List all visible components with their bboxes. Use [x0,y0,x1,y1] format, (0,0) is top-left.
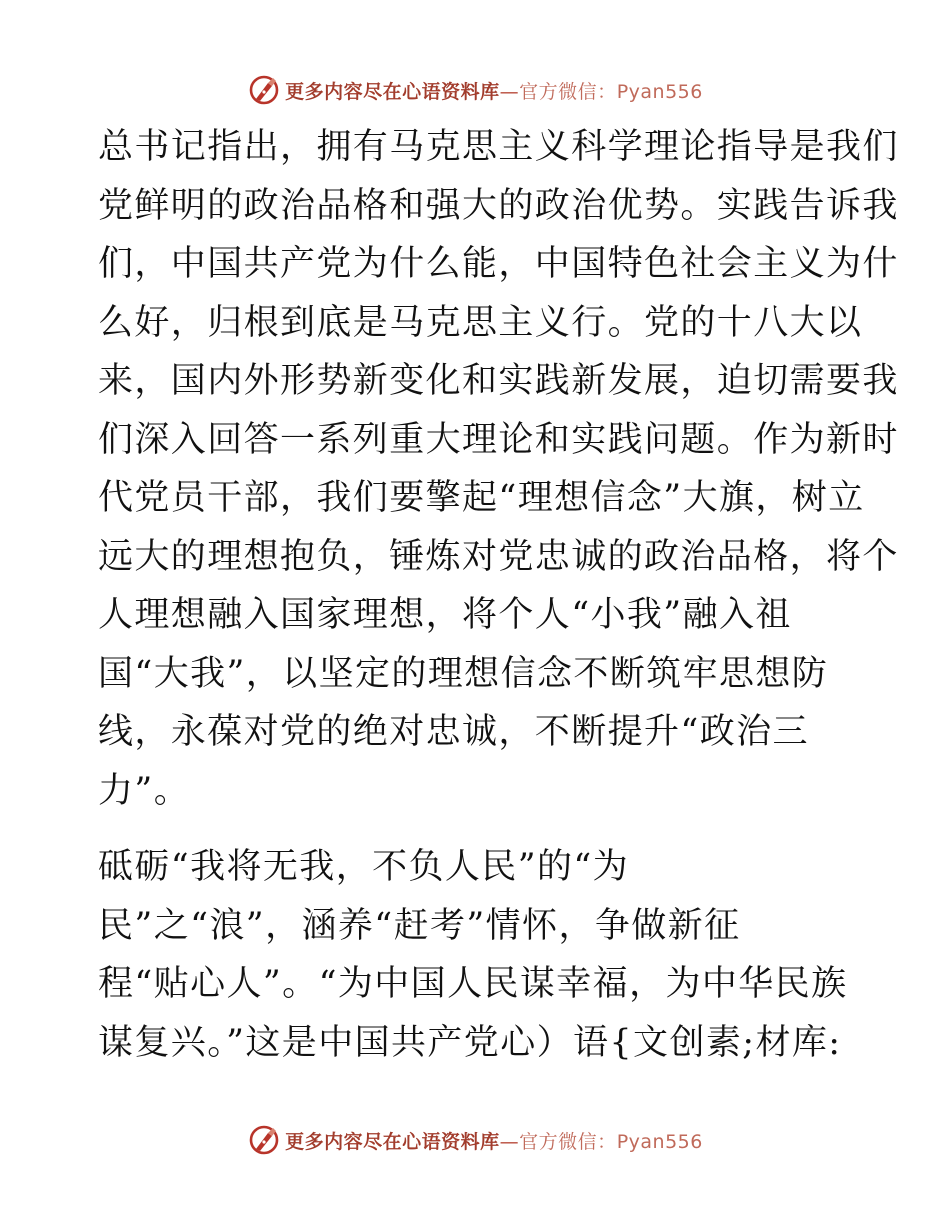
text-line: 国“大我”，以坚定的理想信念不断筑牢思想防 [98,653,829,694]
text-line: 总书记指出，拥有马克思主义科学理论指导是我们 [98,127,899,167]
pen-nib-logo-icon [247,1123,281,1157]
text-line: 力”。 [98,770,191,811]
paragraph-gap [98,820,858,838]
header-site-name: 更多内容尽在心语资料库 [285,80,500,103]
paragraph-1 [98,118,899,820]
text-line: 远大的理想抱负，锤炼对党忠诚的政治品格，将个 [98,536,899,577]
text-line: 线，永葆对党的绝对忠诚，不断提升“政治三 [98,712,809,752]
text-line: 们深入回答一系列重大理论和实践问题。作为新时 [98,419,899,460]
header-banner [0,70,950,110]
footer-wechat-id: Pyan556 [616,1130,703,1153]
text-line: 代党员干部，我们要擎起“理想信念”大旗，树立 [98,478,865,518]
footer-wechat-label: 官方微信： [519,1130,617,1153]
text-line: 民”之“浪”，涵养“赶考”情怀，争做新征 [98,905,741,946]
text-line: 谋复兴。”这是中国共产党心）语{文创素;材库: [98,1022,842,1063]
footer-banner [0,1120,950,1160]
text-line: 人理想融入国家理想，将个人“小我”融入祖 [98,595,792,635]
pen-nib-logo-icon [247,73,281,107]
header-wechat-label: 官方微信： [519,80,617,103]
header-wechat-id: Pyan556 [616,80,703,103]
header-separator: — [499,80,520,103]
text-line: 们，中国共产党为什么能，中国特色社会主义为什 [98,244,899,284]
text-line: 党鲜明的政治品格和强大的政治优势。实践告诉我 [98,185,899,226]
footer-site-name: 更多内容尽在心语资料库 [285,1130,500,1153]
footer-separator: — [499,1130,520,1153]
text-line: 么好，归根到底是马克思主义行。党的十八大以 [98,302,863,343]
paragraph-2 [98,838,858,1072]
text-line: 砥砺“我将无我，不负人民”的“为 [98,847,630,887]
text-line: 来，国内外形势新变化和实践新发展，迫切需要我 [98,361,899,401]
text-line: 程“贴心人”。“为中国人民谋幸福，为中华民族 [98,964,848,1004]
document-body [98,118,899,1072]
